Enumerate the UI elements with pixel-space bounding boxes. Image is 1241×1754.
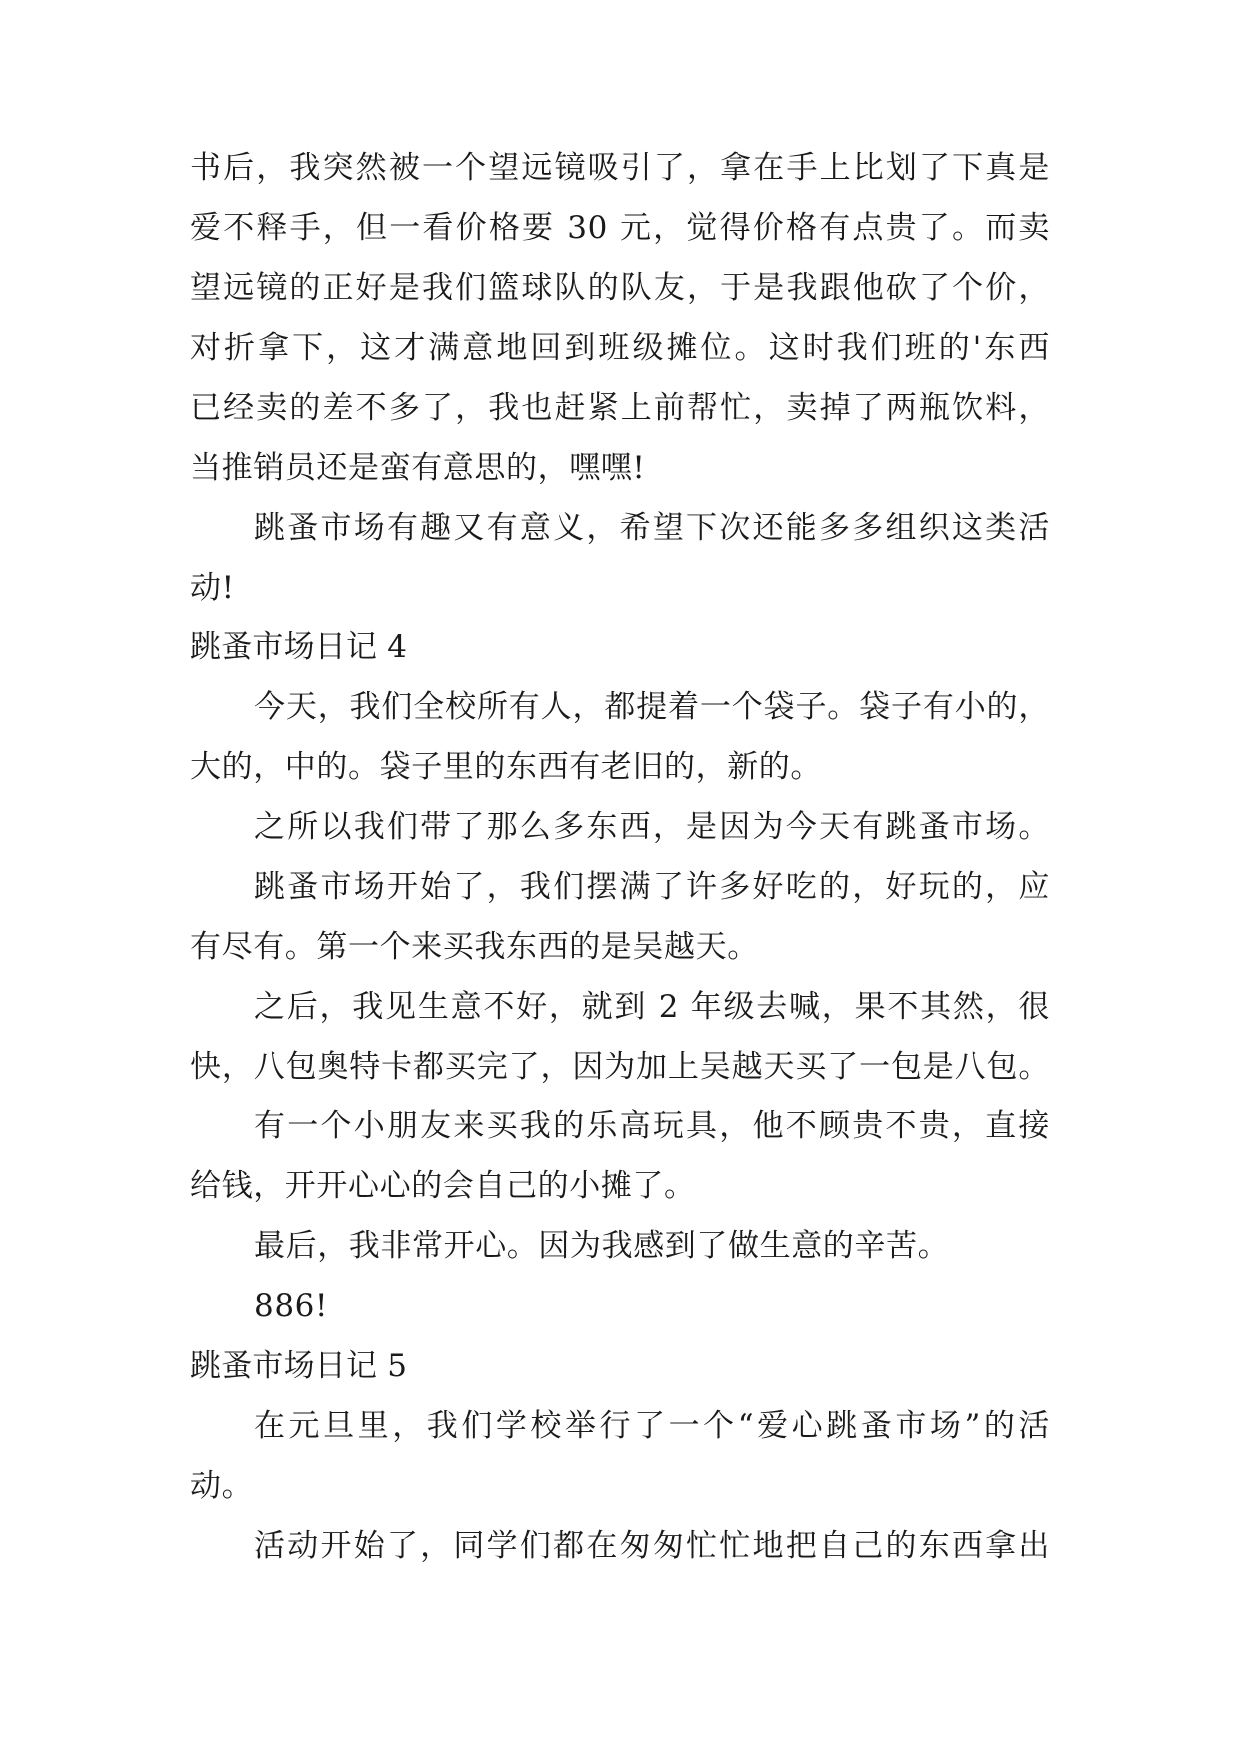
text-line: 之后，我见生意不好，就到 2 年级去喊，果不其然，很 <box>254 989 1050 1025</box>
text-line: 最后，我非常开心。因为我感到了做生意的辛苦。 <box>254 1228 950 1264</box>
text-line: 在元旦里，我们学校举行了一个“爱心跳蚤市场”的活 <box>254 1408 1050 1444</box>
text-line: 活动开始了，同学们都在匆匆忙忙地把自己的东西拿出 <box>254 1528 1050 1564</box>
text-line: 有一个小朋友来买我的乐高玩具，他不顾贵不贵，直接 <box>254 1108 1050 1144</box>
text-line: 跳蚤市场开始了，我们摆满了许多好吃的，好玩的，应 <box>254 869 1050 905</box>
text-line: 之所以我们带了那么多东西，是因为今天有跳蚤市场。 <box>254 809 1050 845</box>
text-line: 对折拿下，这才满意地回到班级摊位。这时我们班的'东西 <box>190 330 1050 366</box>
text-line: 当推销员还是蛮有意思的，嘿嘿! <box>190 450 646 486</box>
text-line: 快，八包奥特卡都买完了，因为加上吴越天买了一包是八包。 <box>190 1049 1050 1085</box>
text-line: 有尽有。第一个来买我东西的是吴越天。 <box>190 929 759 965</box>
text-line: 今天，我们全校所有人，都提着一个袋子。袋子有小的， <box>254 689 1050 725</box>
text-line: 跳蚤市场有趣又有意义，希望下次还能多多组织这类活 <box>254 510 1050 546</box>
section-heading: 跳蚤市场日记 5 <box>190 1348 408 1384</box>
text-line: 886! <box>254 1288 329 1324</box>
text-line: 给钱，开开心心的会自己的小摊了。 <box>190 1168 696 1204</box>
text-line: 爱不释手，但一看价格要 30 元，觉得价格有点贵了。而卖 <box>190 210 1050 246</box>
section-heading: 跳蚤市场日记 4 <box>190 629 408 665</box>
text-line: 望远镜的正好是我们篮球队的队友，于是我跟他砍了个价， <box>190 270 1050 306</box>
text-line: 大的，中的。袋子里的东西有老旧的，新的。 <box>190 749 822 785</box>
text-line: 动! <box>190 570 235 606</box>
text-line: 动。 <box>190 1468 254 1504</box>
text-line: 已经卖的差不多了，我也赶紧上前帮忙，卖掉了两瓶饮料， <box>190 390 1050 426</box>
text-line: 书后，我突然被一个望远镜吸引了，拿在手上比划了下真是 <box>190 150 1050 186</box>
